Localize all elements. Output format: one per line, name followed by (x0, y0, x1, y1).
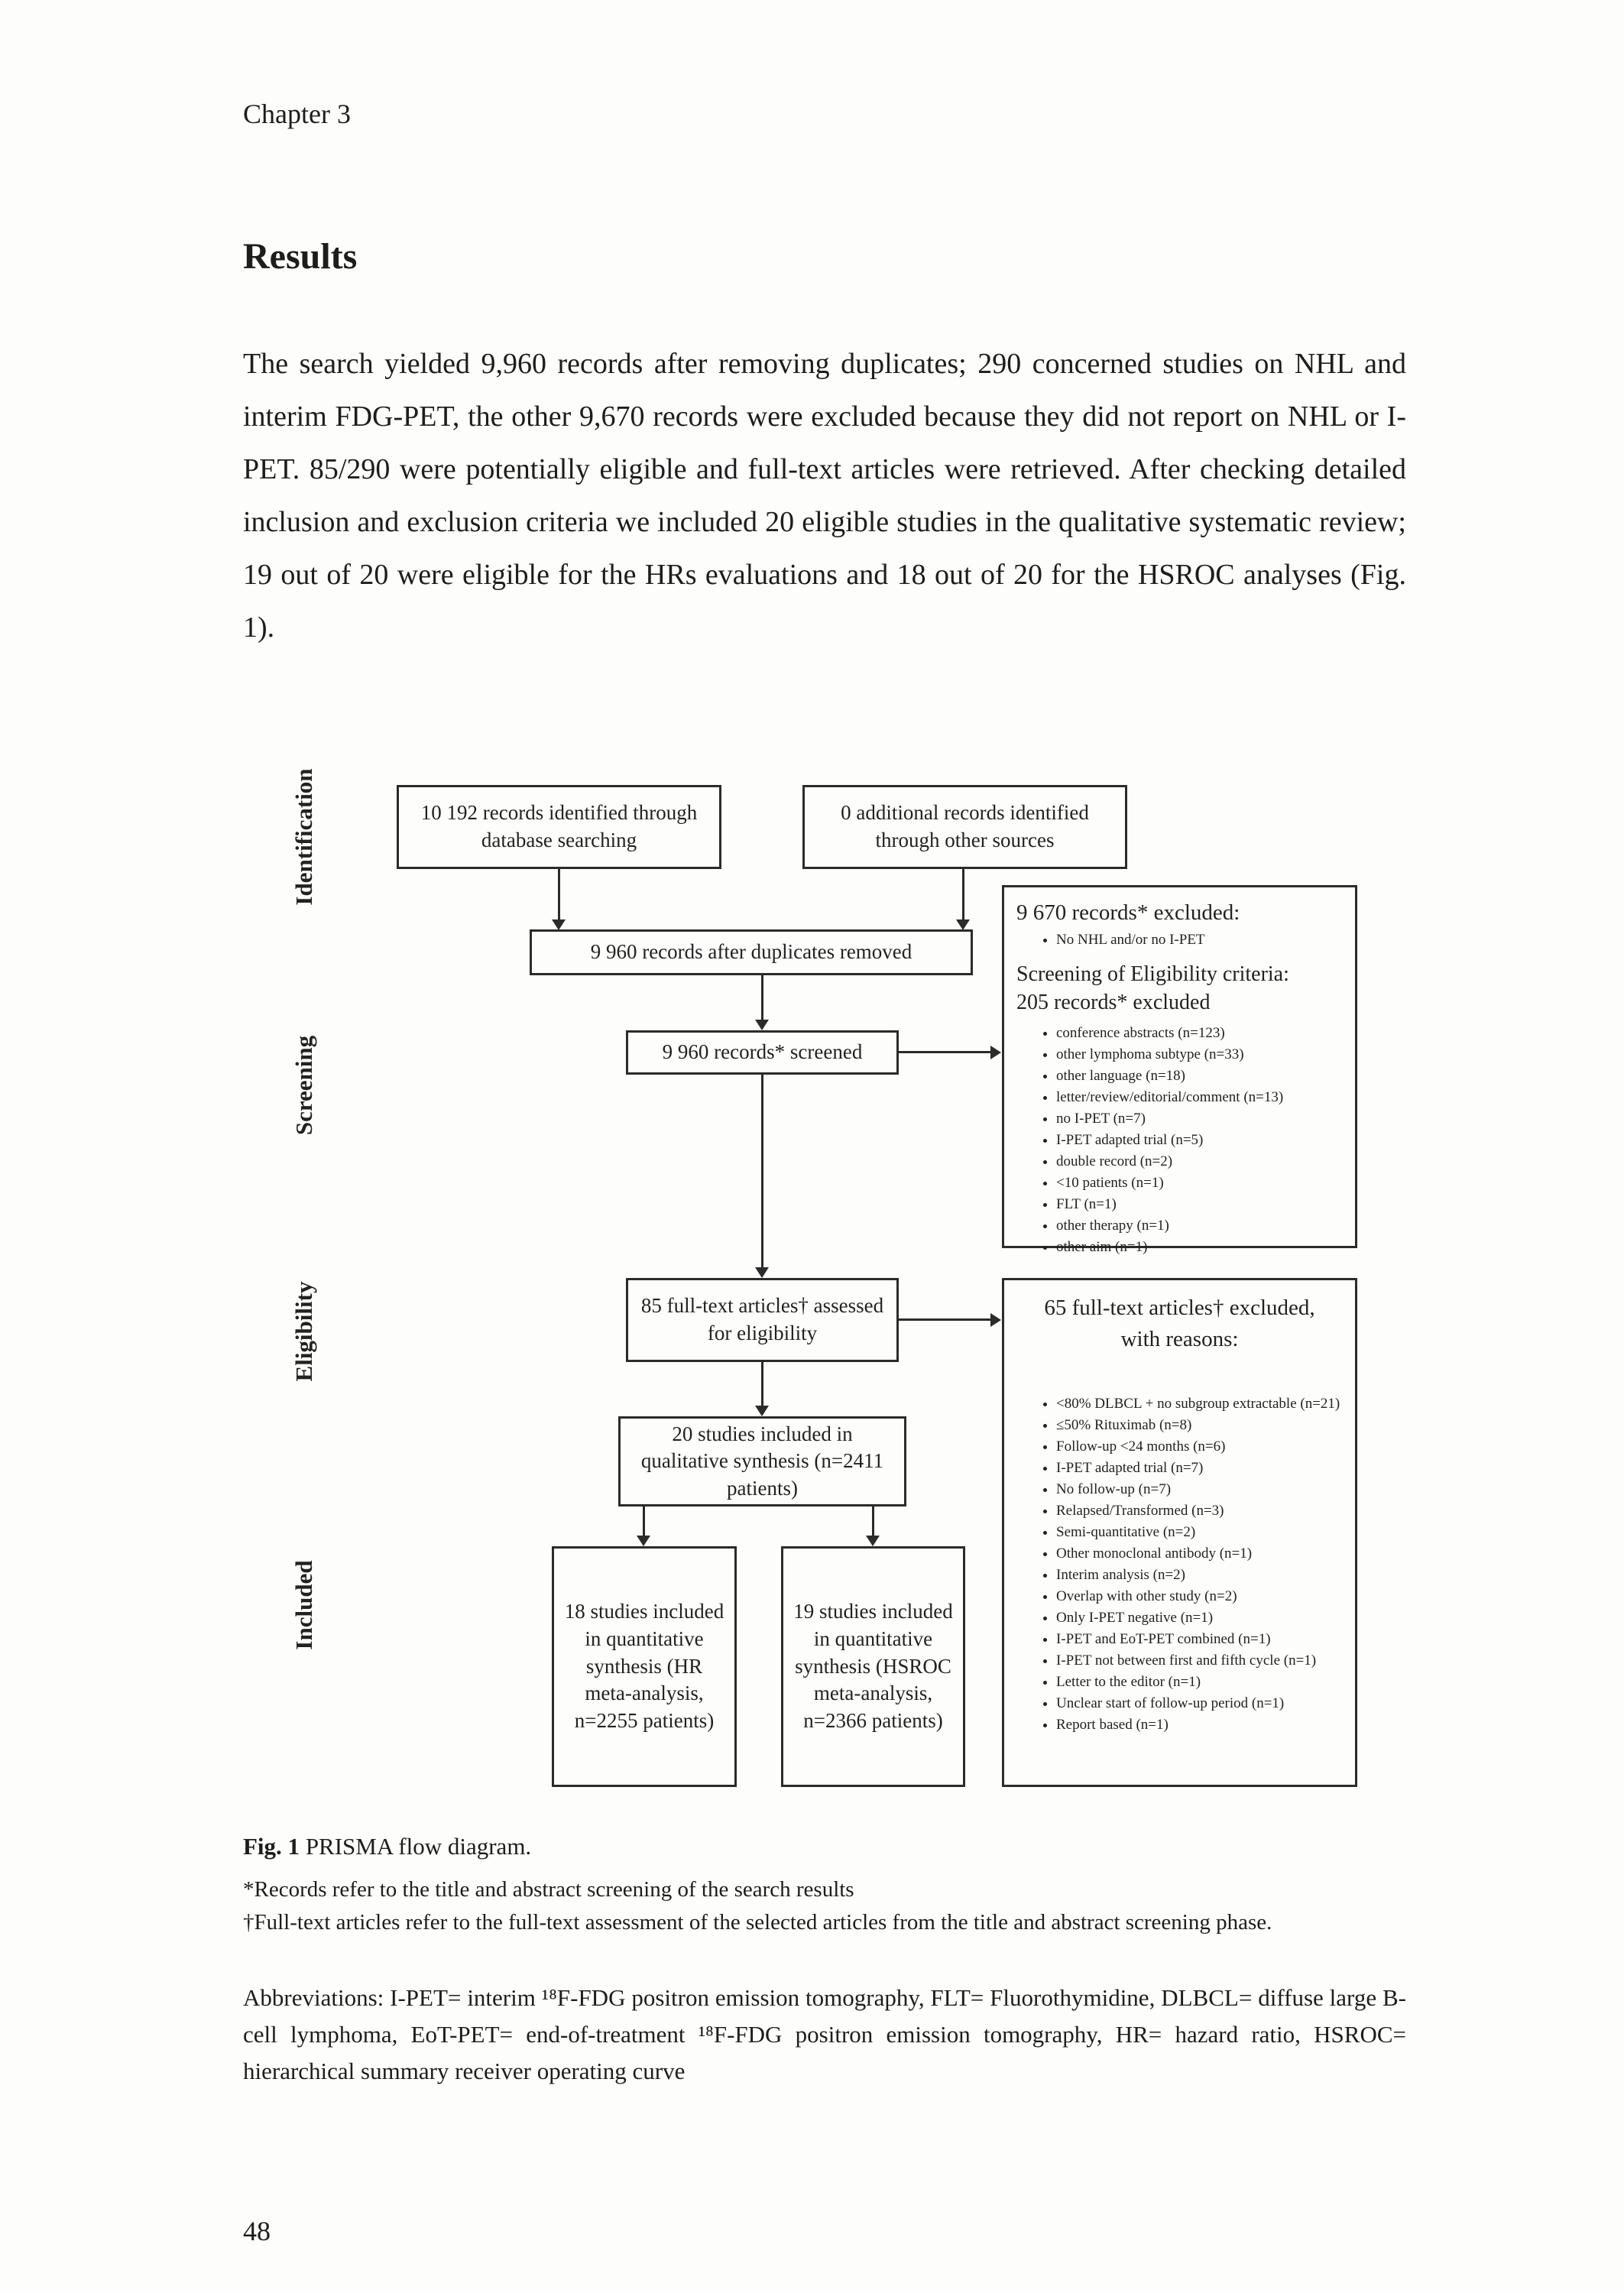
excluded-fulltext-title-2: with reasons: (1120, 1326, 1239, 1351)
arrowhead-right-icon (990, 1046, 1001, 1059)
arrowhead-down-icon (755, 1020, 769, 1030)
bullet-item: • I-PET adapted trial (n=7) (1056, 1458, 1343, 1477)
arrowhead-right-icon (990, 1313, 1001, 1327)
stage-label-identification: Identification (290, 768, 317, 906)
excluded-records-subtitle-1: Screening of Eligibility criteria: (1016, 962, 1289, 987)
figure-caption-label: Fig. 1 (243, 1833, 300, 1860)
bullet-item: • double record (n=2) (1056, 1152, 1283, 1171)
prisma-flow-diagram (243, 768, 1428, 1819)
arrow-screened-to-excluded (899, 1051, 992, 1053)
bullet-item: • other aim (n=1) (1056, 1237, 1283, 1257)
bullet-item: • Letter to the editor (n=1) (1056, 1672, 1343, 1691)
arrowhead-down-icon (956, 919, 970, 930)
footnote-records: *Records refer to the title and abstract screening of the search results (243, 1877, 854, 1902)
bullet-item: • I-PET not between first and fifth cycle (n=1) (1056, 1651, 1343, 1670)
bullet-item: • other language (n=18) (1056, 1066, 1283, 1085)
box-excluded-records (1002, 885, 1357, 1256)
bullet-item: • I-PET and EoT-PET combined (n=1) (1056, 1630, 1343, 1649)
box-hsroc-meta-analysis: 19 studies included in quantitative synthesis (HSROC meta-analysis, n=2366 patients) (781, 1546, 965, 1787)
stage-label-eligibility: Eligibility (290, 1281, 317, 1382)
bullet-item: • Follow-up <24 months (n=6) (1056, 1437, 1343, 1456)
bullet-item: • Report based (n=1) (1056, 1715, 1343, 1734)
figure-caption-text: PRISMA flow diagram. (300, 1833, 532, 1860)
bullet-item: • No follow-up (n=7) (1056, 1480, 1343, 1499)
excluded-records-top-bullets (1016, 930, 1205, 952)
arrow-fulltext-to-excluded (899, 1318, 992, 1321)
box-fulltext-assessed: 85 full-text articles† assessed for eligibility (626, 1278, 899, 1362)
bullet-item: • Other monoclonal antibody (n=1) (1056, 1544, 1343, 1563)
arrowhead-down-icon (755, 1267, 769, 1278)
bullet-item: • other lymphoma subtype (n=33) (1056, 1045, 1283, 1064)
bullet-item: • I-PET adapted trial (n=5) (1056, 1130, 1283, 1150)
bullet-item: • no I-PET (n=7) (1056, 1109, 1283, 1128)
box-records-screened: 9 960 records* screened (626, 1030, 899, 1075)
bullet-item: • ≤50% Rituximab (n=8) (1056, 1416, 1343, 1435)
bullet-item: • conference abstracts (n=123) (1056, 1023, 1283, 1043)
arrow-fulltext-to-qualitative (761, 1362, 763, 1407)
box-qualitative-synthesis: 20 studies included in qualitative synthesis (n=2411 patients) (618, 1416, 906, 1507)
footnote-fulltext: †Full-text articles refer to the full-text assessment of the selected articles from the title and abstract screening phase. (243, 1910, 1272, 1935)
arrow-qualitative-to-hr (643, 1507, 645, 1537)
bullet-item: • Overlap with other study (n=2) (1056, 1587, 1343, 1606)
figure-caption (243, 1833, 1406, 1860)
arrow-screened-to-fulltext (761, 1075, 763, 1269)
arrowhead-down-icon (866, 1536, 880, 1546)
bullet-item: • letter/review/editorial/comment (n=13) (1056, 1088, 1283, 1107)
stage-label-included: Included (290, 1560, 317, 1650)
excluded-records-title: 9 670 records* excluded: (1016, 900, 1240, 925)
bullet-item: • <80% DLBCL + no subgroup extractable (n=21) (1056, 1394, 1343, 1413)
bullet-item: • <10 patients (n=1) (1056, 1173, 1283, 1192)
box-duplicates-removed: 9 960 records after duplicates removed (530, 929, 973, 975)
excluded-records-reason-list (1016, 1023, 1283, 1259)
box-other-sources: 0 additional records identified through other sources (802, 785, 1127, 869)
arrowhead-down-icon (755, 1406, 769, 1416)
bullet-item: • No NHL and/or no I-PET (1056, 930, 1205, 949)
box-hr-meta-analysis: 18 studies included in quantitative synthesis (HR meta-analysis, n=2255 patients) (552, 1546, 737, 1787)
excluded-records-subtitle-2: 205 records* excluded (1016, 991, 1211, 1015)
box-database-records: 10 192 records identified through database searching (397, 785, 721, 869)
chapter-header: Chapter 3 (243, 99, 351, 129)
abbreviations-paragraph: Abbreviations: I-PET= interim ¹⁸F-FDG positron emission tomography, FLT= Fluorothymidine, DLBCL= diffuse large B-cell lymphoma, EoT-PET= end-of-treatment ¹⁸F-FDG positron emission tomography, HR= hazard ratio, HSROC= hierarchical summary receiver operating curve (243, 1984, 1406, 2084)
excluded-fulltext-reason-list (1016, 1394, 1343, 1737)
arrow-qualitative-to-hsroc (872, 1507, 874, 1537)
page-number: 48 (243, 2216, 271, 2246)
arrowhead-down-icon (552, 919, 566, 930)
arrow-duplicates-to-screened (761, 975, 763, 1021)
bullet-item: • Only I-PET negative (n=1) (1056, 1608, 1343, 1627)
bullet-item: • Unclear start of follow-up period (n=1) (1056, 1694, 1343, 1713)
bullet-item: • FLT (n=1) (1056, 1195, 1283, 1214)
arrowhead-down-icon (637, 1536, 650, 1546)
section-heading: Results (243, 236, 358, 277)
arrow-other-to-duplicates (962, 869, 964, 921)
results-paragraph: The search yielded 9,960 records after removing duplicates; 290 concerned studies on NHL and interim FDG-PET, the other 9,670 records were excluded because they did not report on NHL or I-PET. 85/290 were potentially eligible and full-text articles were retrieved. After checking detailed inclusion and exclusion criteria we included 20 eligible studies in the qualitative systematic review; 19 out of 20 were eligible for the HRs evaluations and 18 out of 20 for the HSROC analyses (Fig. 1). (243, 348, 1406, 644)
bullet-item: • Relapsed/Transformed (n=3) (1056, 1501, 1343, 1520)
stage-label-screening: Screening (290, 1035, 317, 1136)
excluded-fulltext-title-1: 65 full-text articles† excluded, (1044, 1296, 1315, 1320)
bullet-item: • other therapy (n=1) (1056, 1216, 1283, 1235)
arrow-database-to-duplicates (558, 869, 560, 921)
bullet-item: • Interim analysis (n=2) (1056, 1565, 1343, 1584)
box-excluded-fulltext (1002, 1278, 1357, 1787)
bullet-item: • Semi-quantitative (n=2) (1056, 1523, 1343, 1542)
